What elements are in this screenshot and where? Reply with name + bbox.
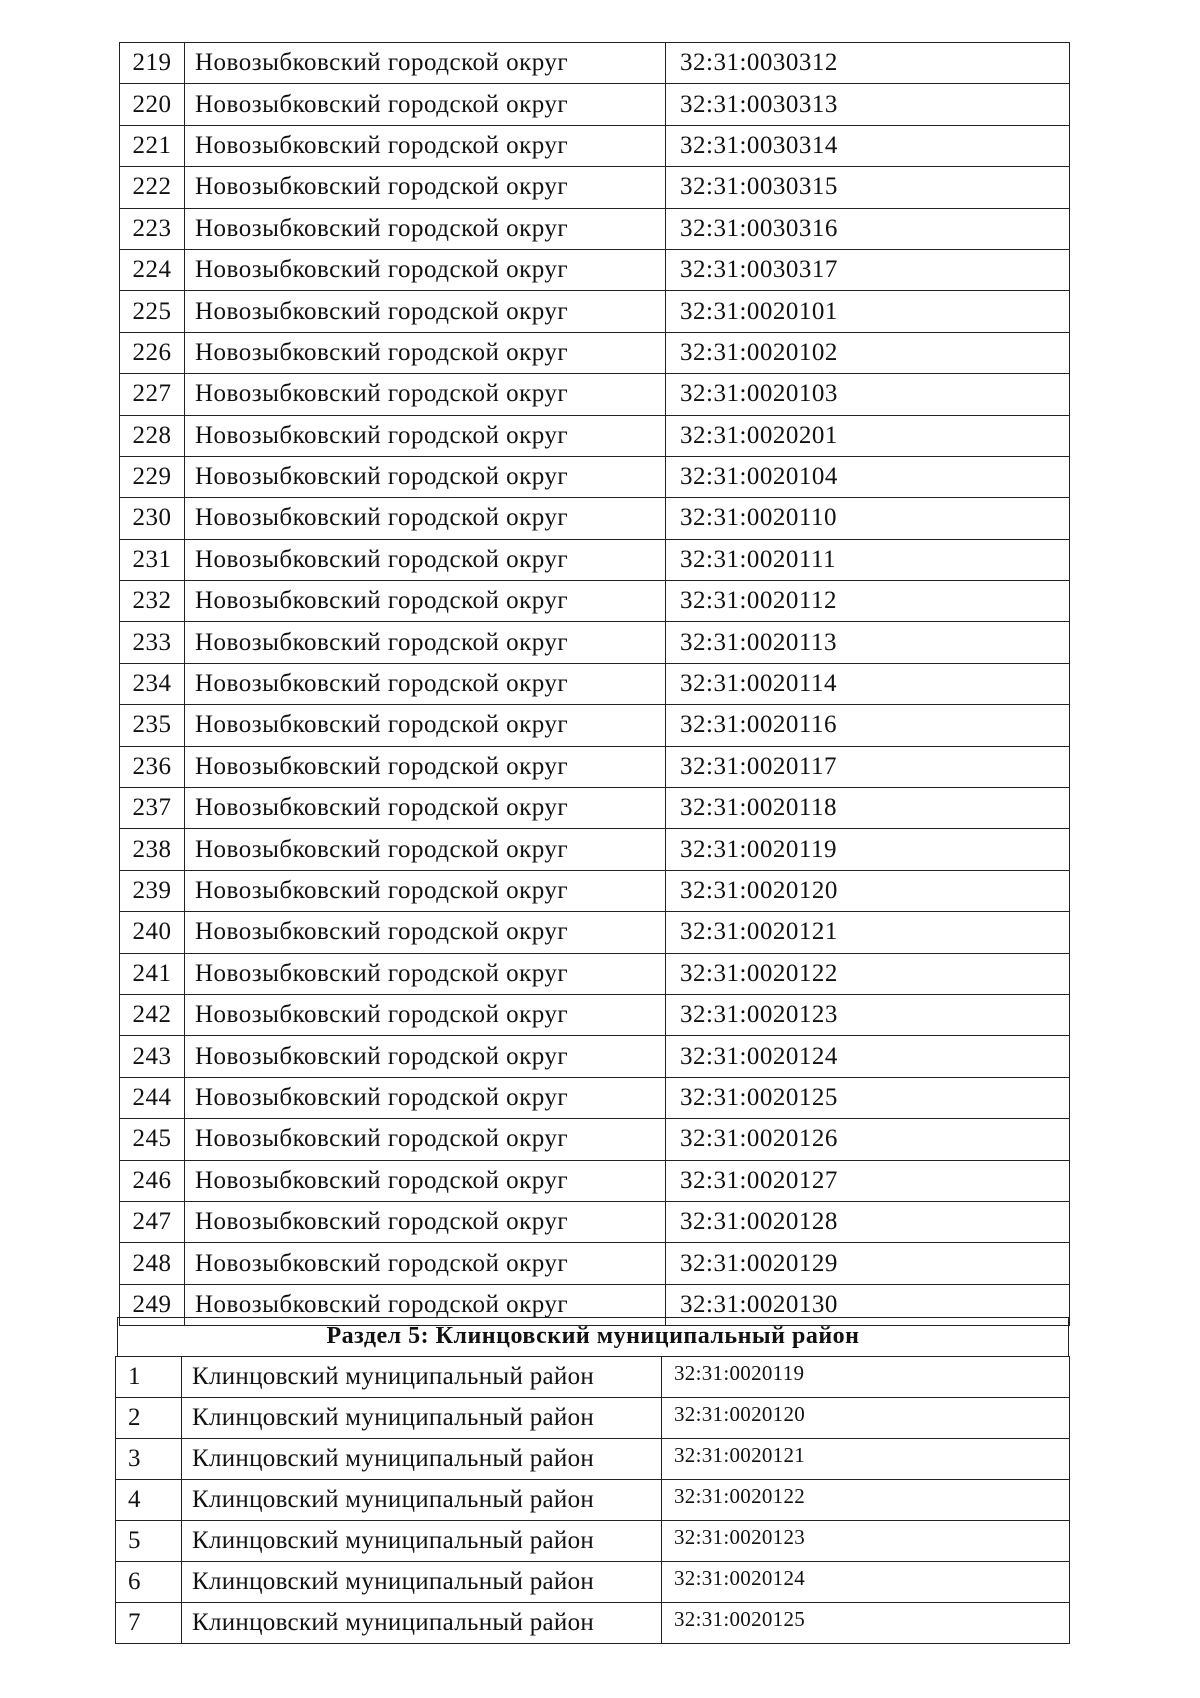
table-row: [120, 456, 1070, 497]
cadastral-quarter: 32:31:0020118: [666, 788, 1070, 829]
municipality-name: Новозыбковский городской округ: [185, 870, 666, 911]
table-row: [116, 1439, 1070, 1480]
cadastral-quarter: 32:31:0020116: [666, 705, 1070, 746]
row-number: 239: [120, 870, 185, 911]
municipality-name: Новозыбковский городской округ: [185, 167, 666, 208]
municipality-name: Новозыбковский городской округ: [185, 84, 666, 125]
municipality-name: Новозыбковский городской округ: [185, 912, 666, 953]
registry-table-klintsy: [115, 1356, 1070, 1644]
cadastral-quarter: 32:31:0020129: [666, 1243, 1070, 1284]
municipality-name: Новозыбковский городской округ: [185, 1243, 666, 1284]
row-number: 242: [120, 994, 185, 1035]
municipality-name: Новозыбковский городской округ: [185, 208, 666, 249]
table-row: [120, 705, 1070, 746]
row-number: 247: [120, 1201, 185, 1242]
cadastral-quarter: 32:31:0020122: [666, 953, 1070, 994]
cadastral-quarter: 32:31:0020127: [666, 1160, 1070, 1201]
municipality-name: Новозыбковский городской округ: [185, 994, 666, 1035]
row-number: 244: [120, 1077, 185, 1118]
table-row: [120, 415, 1070, 456]
cadastral-quarter: 32:31:0020123: [666, 994, 1070, 1035]
row-number: 237: [120, 788, 185, 829]
municipality-name: Новозыбковский городской округ: [185, 746, 666, 787]
row-number: 229: [120, 456, 185, 497]
row-number: 230: [120, 498, 185, 539]
cadastral-quarter: 32:31:0020117: [666, 746, 1070, 787]
row-number: 236: [120, 746, 185, 787]
cadastral-quarter: 32:31:0020119: [666, 829, 1070, 870]
table-row: [120, 498, 1070, 539]
row-number: 5: [116, 1521, 182, 1562]
row-number: 235: [120, 705, 185, 746]
municipality-name: Новозыбковский городской округ: [185, 43, 666, 84]
municipality-name: Клинцовский муниципальный район: [182, 1439, 662, 1480]
registry-table-body: [116, 1357, 1070, 1644]
row-number: 227: [120, 374, 185, 415]
row-number: 222: [120, 167, 185, 208]
cadastral-quarter: 32:31:0020125: [662, 1603, 1070, 1644]
row-number: 7: [116, 1603, 182, 1644]
row-number: 226: [120, 332, 185, 373]
table-row: [120, 208, 1070, 249]
table-row: [120, 43, 1070, 84]
table-row: [120, 788, 1070, 829]
table-row: [120, 994, 1070, 1035]
cadastral-quarter: 32:31:0020123: [662, 1521, 1070, 1562]
table-row: [120, 870, 1070, 911]
table-row: [120, 125, 1070, 166]
table-row: [120, 84, 1070, 125]
cadastral-quarter: 32:31:0030315: [666, 167, 1070, 208]
municipality-name: Новозыбковский городской округ: [185, 249, 666, 290]
cadastral-quarter: 32:31:0020103: [666, 374, 1070, 415]
table-row: [120, 374, 1070, 415]
row-number: 234: [120, 663, 185, 704]
table-row: [116, 1521, 1070, 1562]
table-row: [120, 539, 1070, 580]
row-number: 2: [116, 1398, 182, 1439]
row-number: 228: [120, 415, 185, 456]
table-row: [120, 1201, 1070, 1242]
table-row: [120, 1077, 1070, 1118]
table-row: [120, 622, 1070, 663]
row-number: 219: [120, 43, 185, 84]
table-row: [120, 1036, 1070, 1077]
municipality-name: Новозыбковский городской округ: [185, 1036, 666, 1077]
municipality-name: Новозыбковский городской округ: [185, 953, 666, 994]
cadastral-quarter: 32:31:0020102: [666, 332, 1070, 373]
registry-table-body: [120, 43, 1070, 1326]
row-number: 221: [120, 125, 185, 166]
cadastral-quarter: 32:31:0020112: [666, 581, 1070, 622]
row-number: 246: [120, 1160, 185, 1201]
row-number: 233: [120, 622, 185, 663]
municipality-name: Новозыбковский городской округ: [185, 498, 666, 539]
cadastral-quarter: 32:31:0020111: [666, 539, 1070, 580]
table-row: [120, 167, 1070, 208]
municipality-name: Новозыбковский городской округ: [185, 415, 666, 456]
cadastral-quarter: 32:31:0030316: [666, 208, 1070, 249]
row-number: 220: [120, 84, 185, 125]
municipality-name: Клинцовский муниципальный район: [182, 1521, 662, 1562]
cadastral-quarter: 32:31:0020201: [666, 415, 1070, 456]
row-number: 231: [120, 539, 185, 580]
row-number: 241: [120, 953, 185, 994]
cadastral-quarter: 32:31:0020128: [666, 1201, 1070, 1242]
cadastral-quarter: 32:31:0020121: [666, 912, 1070, 953]
row-number: 243: [120, 1036, 185, 1077]
row-number: 240: [120, 912, 185, 953]
municipality-name: Новозыбковский городской округ: [185, 622, 666, 663]
table-row: [120, 1243, 1070, 1284]
cadastral-quarter: 32:31:0020113: [666, 622, 1070, 663]
cadastral-quarter: 32:31:0020121: [662, 1439, 1070, 1480]
municipality-name: Новозыбковский городской округ: [185, 291, 666, 332]
table-row: [120, 829, 1070, 870]
row-number: 224: [120, 249, 185, 290]
table-row: [116, 1562, 1070, 1603]
municipality-name: Новозыбковский городской округ: [185, 1201, 666, 1242]
cadastral-quarter: 32:31:0020130: [666, 1284, 1070, 1325]
municipality-name: Новозыбковский городской округ: [185, 374, 666, 415]
municipality-name: Новозыбковский городской округ: [185, 1160, 666, 1201]
table-row: [120, 746, 1070, 787]
row-number: 232: [120, 581, 185, 622]
cadastral-quarter: 32:31:0020124: [666, 1036, 1070, 1077]
table-row: [116, 1398, 1070, 1439]
municipality-name: Новозыбковский городской округ: [185, 332, 666, 373]
row-number: 3: [116, 1439, 182, 1480]
table-row: [116, 1357, 1070, 1398]
municipality-name: Новозыбковский городской округ: [185, 125, 666, 166]
cadastral-quarter: 32:31:0020125: [666, 1077, 1070, 1118]
municipality-name: Новозыбковский городской округ: [185, 663, 666, 704]
table-row: [120, 332, 1070, 373]
cadastral-quarter: 32:31:0020122: [662, 1480, 1070, 1521]
cadastral-quarter: 32:31:0020110: [666, 498, 1070, 539]
row-number: 6: [116, 1562, 182, 1603]
municipality-name: Клинцовский муниципальный район: [182, 1480, 662, 1521]
table-row: [120, 1119, 1070, 1160]
cadastral-quarter: 32:31:0020120: [662, 1398, 1070, 1439]
municipality-name: Клинцовский муниципальный район: [182, 1398, 662, 1439]
table-row: [120, 953, 1070, 994]
table-row: [120, 912, 1070, 953]
municipality-name: Клинцовский муниципальный район: [182, 1357, 662, 1398]
row-number: 249: [120, 1284, 185, 1325]
cadastral-quarter: 32:31:0020101: [666, 291, 1070, 332]
row-number: 238: [120, 829, 185, 870]
municipality-name: Клинцовский муниципальный район: [182, 1562, 662, 1603]
cadastral-quarter: 32:31:0030317: [666, 249, 1070, 290]
table-row: [120, 1160, 1070, 1201]
row-number: 223: [120, 208, 185, 249]
municipality-name: Новозыбковский городской округ: [185, 456, 666, 497]
table-row: [120, 581, 1070, 622]
registry-table-novozybkov: [119, 42, 1070, 1326]
row-number: 225: [120, 291, 185, 332]
row-number: 248: [120, 1243, 185, 1284]
row-number: 4: [116, 1480, 182, 1521]
municipality-name: Новозыбковский городской округ: [185, 1077, 666, 1118]
municipality-name: Новозыбковский городской округ: [185, 788, 666, 829]
municipality-name: Новозыбковский городской округ: [185, 581, 666, 622]
municipality-name: Новозыбковский городской округ: [185, 539, 666, 580]
cadastral-quarter: 32:31:0020124: [662, 1562, 1070, 1603]
cadastral-quarter: 32:31:0030313: [666, 84, 1070, 125]
cadastral-quarter: 32:31:0020119: [662, 1357, 1070, 1398]
cadastral-quarter: 32:31:0020114: [666, 663, 1070, 704]
municipality-name: Новозыбковский городской округ: [185, 705, 666, 746]
municipality-name: Новозыбковский городской округ: [185, 829, 666, 870]
row-number: 245: [120, 1119, 185, 1160]
table-row: [116, 1603, 1070, 1644]
cadastral-quarter: 32:31:0020104: [666, 456, 1070, 497]
table-row: [120, 663, 1070, 704]
row-number: 1: [116, 1357, 182, 1398]
table-row: [120, 249, 1070, 290]
cadastral-quarter: 32:31:0030314: [666, 125, 1070, 166]
cadastral-quarter: 32:31:0020126: [666, 1119, 1070, 1160]
section-heading: Раздел 5: Клинцовский муниципальный район: [117, 1317, 1069, 1356]
table-row: [120, 291, 1070, 332]
municipality-name: Новозыбковский городской округ: [185, 1119, 666, 1160]
municipality-name: Новозыбковский городской округ: [185, 1284, 666, 1325]
cadastral-quarter: 32:31:0030312: [666, 43, 1070, 84]
municipality-name: Клинцовский муниципальный район: [182, 1603, 662, 1644]
table-row: [116, 1480, 1070, 1521]
cadastral-quarter: 32:31:0020120: [666, 870, 1070, 911]
